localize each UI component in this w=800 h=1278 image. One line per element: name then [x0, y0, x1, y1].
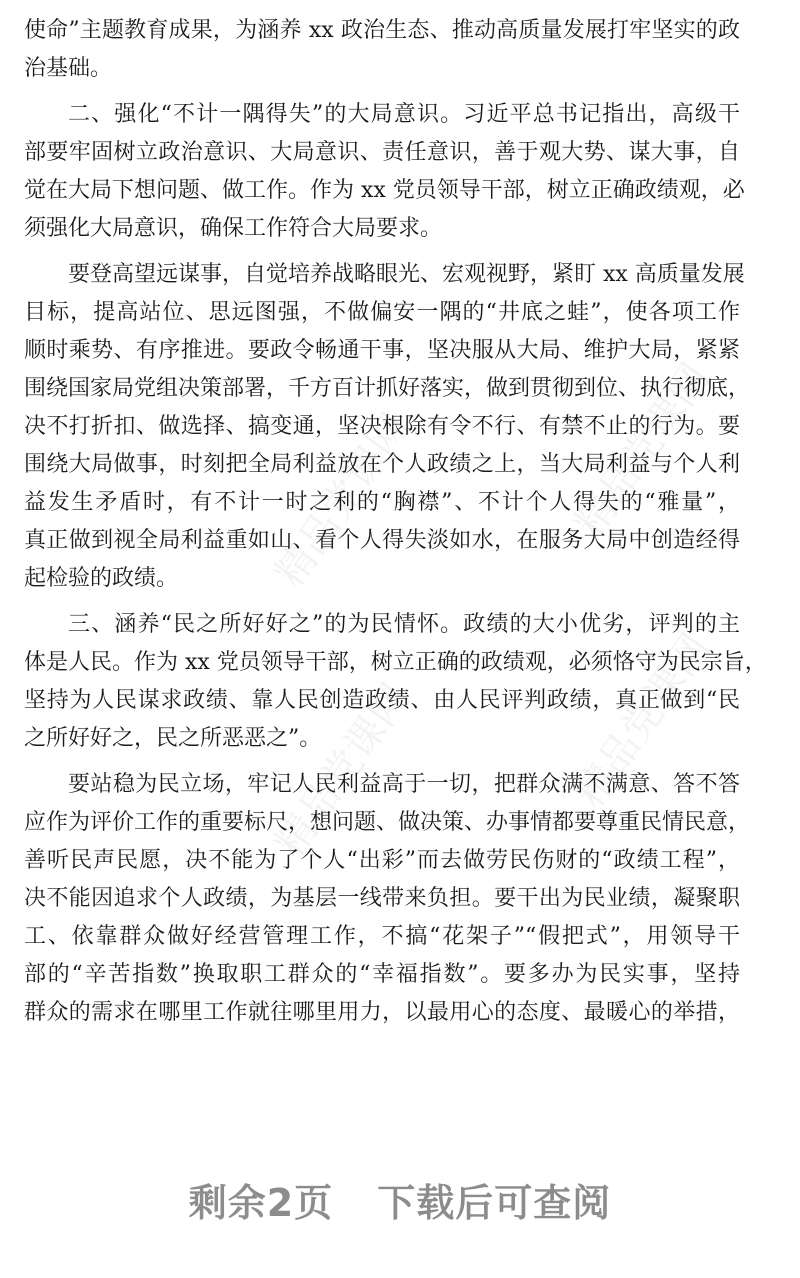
- text-line: 顺时乘势、有序推进。要政令畅通干事，坚决服从大局、维护大局，紧紧: [24, 338, 740, 363]
- text-line: 二、强化“不计一隅得失”的大局意识。习近平总书记指出，高级干: [68, 102, 740, 127]
- text-line: 应作为评价工作的重要标尺，想问题、做决策、办事情都要尊重民情民意，: [24, 810, 751, 835]
- document-body: [24, 12, 767, 1040]
- text-line: 决不能因追求个人政绩，为基层一线带来负担。要干出为民业绩，凝聚职: [24, 886, 740, 911]
- paragraph: [24, 766, 751, 1032]
- paragraph: [24, 256, 751, 598]
- text-line: 三、涵养“民之所好好之”的为民情怀。政绩的大小优劣，评判的主: [68, 612, 740, 637]
- text-line: 要登高望远谋事，自觉培养战略眼光、宏观视野，紧盯 xx 高质量发展: [68, 262, 745, 287]
- text-line: 善听民声民愿，决不能为了个人“出彩”而去做劳民伤财的“政绩工程”，: [24, 848, 740, 873]
- text-line: 治基础。: [24, 56, 113, 81]
- paragraph: [24, 96, 745, 248]
- watermark: 精品党课网: [566, 625, 720, 816]
- text-line: 围绕国家局党组决策部署，千方百计抓好落实，做到贯彻到位、执行彻底，: [24, 376, 751, 401]
- text-line: 要站稳为民立场，牢记人民利益高于一切，把群众满不满意、答不答: [68, 772, 740, 797]
- text-line: 使命”主题教育成果，为涵养 xx 政治生态、推动高质量发展打牢坚实的政: [24, 18, 740, 43]
- watermark: 精品党课网: [266, 675, 420, 866]
- text-line: 部的“辛苦指数”换取职工群众的“幸福指数”。要多办为民实事，坚持: [24, 962, 740, 987]
- watermark: 精品党课网: [266, 405, 420, 596]
- text-line: 起检验的政绩。: [24, 566, 179, 591]
- text-line: 目标，提高站位、思远图强，不做偏安一隅的“井底之蛙”，使各项工作: [24, 300, 740, 325]
- watermark: 精品党课网: [566, 355, 720, 546]
- paragraph: [24, 12, 740, 88]
- remaining-pages-label: 剩余2页: [188, 1181, 334, 1225]
- text-line: 坚持为人民谋求政绩、靠人民创造政绩、由人民评判政绩，真正做到“民: [24, 688, 740, 713]
- text-line: 须强化大局意识，确保工作符合大局要求。: [24, 216, 443, 241]
- text-line: 之所好好之，民之所恶恶之”。: [24, 726, 322, 751]
- text-line: 体是人民。作为 xx 党员领导干部，树立正确的政绩观，必须恪守为民宗旨，: [24, 650, 767, 675]
- text-line: 群众的需求在哪里工作就往哪里用力，以最用心的态度、最暖心的举措，: [24, 1000, 740, 1025]
- text-line: 部要牢固树立政治意识、大局意识、责任意识，善于观大势、谋大事，自: [24, 140, 740, 165]
- download-prompt[interactable]: [0, 1172, 800, 1227]
- text-line: 真正做到视全局利益重如山、看个人得失淡如水，在服务大局中创造经得: [24, 528, 740, 553]
- text-line: 围绕大局做事，时刻把全局利益放在个人政绩之上，当大局利益与个人利: [24, 452, 740, 477]
- text-line: 工、依靠群众做好经营管理工作，不搞“花架子”“假把式”，用领导干: [24, 924, 740, 949]
- paragraph: [24, 606, 767, 758]
- text-line: 益发生矛盾时，有不计一时之利的“胸襟”、不计个人得失的“雅量”，: [24, 490, 740, 515]
- text-line: 觉在大局下想问题、做工作。作为 xx 党员领导干部，树立正确政绩观，必: [24, 178, 745, 203]
- text-line: 决不打折扣、做选择、搞变通，坚决根除有令不行、有禁不止的行为。要: [24, 414, 740, 439]
- download-to-view-label[interactable]: 下载后可查阅: [377, 1181, 612, 1225]
